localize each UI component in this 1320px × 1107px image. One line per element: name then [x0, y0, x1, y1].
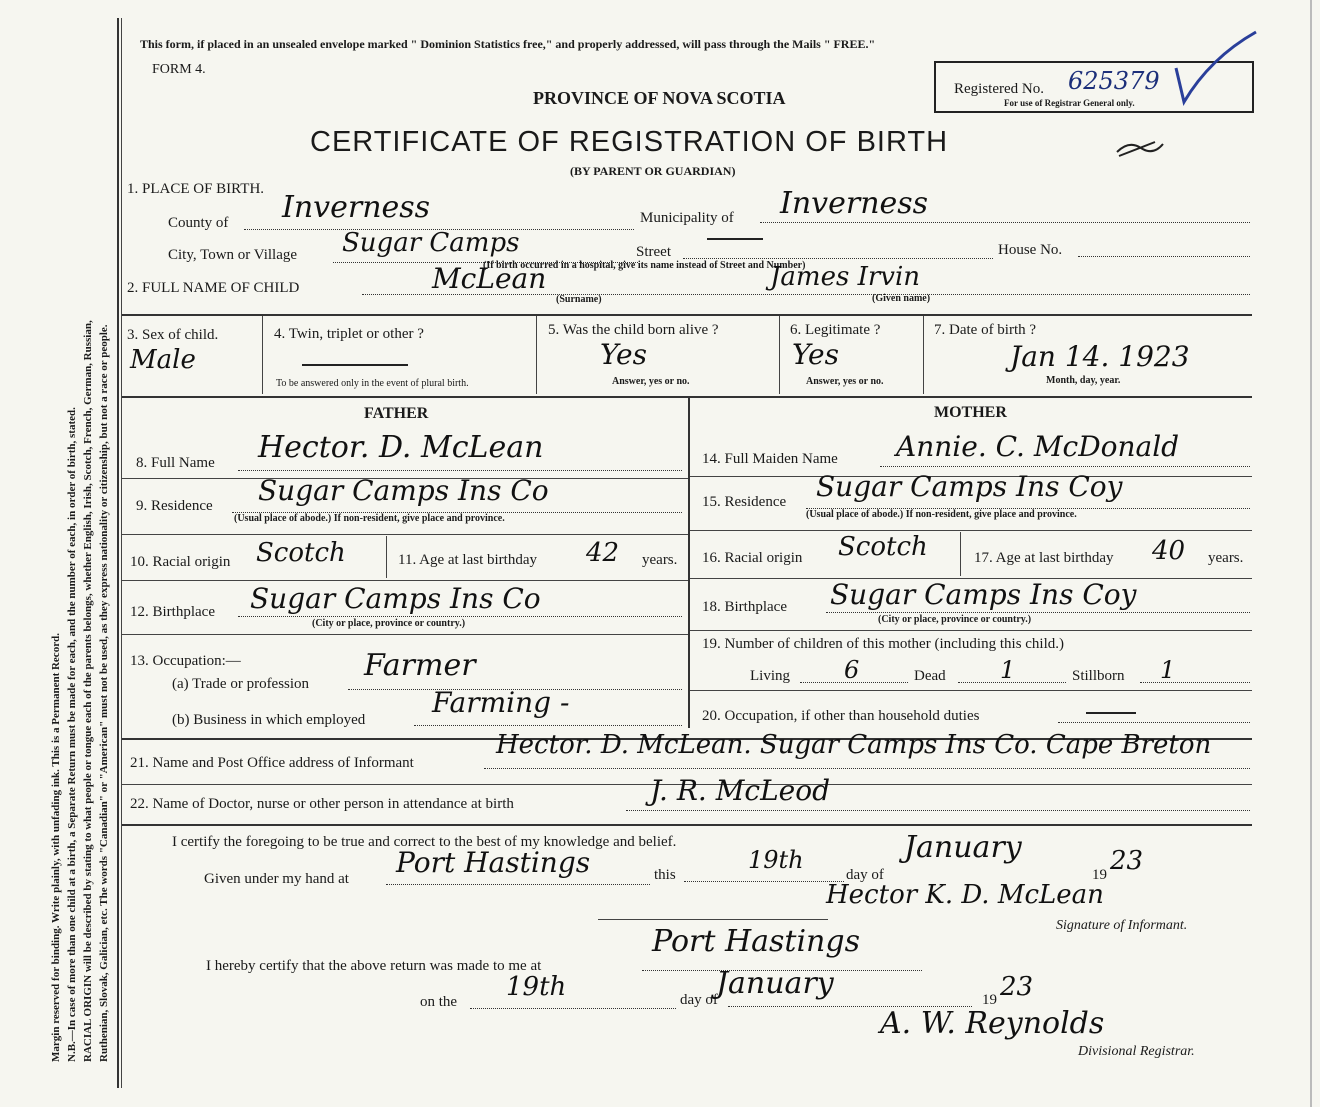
mother-name-value: Annie. C. McDonald [896, 430, 1180, 463]
twin-value [302, 364, 408, 366]
doctor-label: 22. Name of Doctor, nurse or other person in attendance at birth [130, 796, 514, 812]
father-name-value: Hector. D. McLean [258, 430, 544, 465]
mother-occupation-line [1058, 722, 1250, 723]
registrar-note: For use of Registrar General only. [1004, 98, 1135, 108]
house-line [1078, 256, 1250, 257]
child-name-label: 2. FULL NAME OF CHILD [127, 280, 300, 296]
given-year-prefix: 19 [1092, 867, 1107, 883]
mother-racial-divider [960, 532, 961, 576]
father-trade-label: (a) Trade or profession [172, 676, 310, 692]
registrar-day-line [470, 1008, 676, 1009]
father-heading: FATHER [364, 405, 429, 422]
father-occupation-label: 13. Occupation:— [130, 653, 241, 669]
father-residence-value: Sugar Camps Ins Co [258, 474, 549, 507]
divider-5 [122, 824, 1252, 826]
mother-occupation-value [1086, 712, 1136, 714]
given-month-value: January [904, 830, 1022, 865]
legitimate-value: Yes [792, 338, 839, 371]
place-of-birth-label: 1. PLACE OF BIRTH. [127, 181, 265, 197]
mother-rule-4 [690, 630, 1252, 631]
mother-rule-2 [690, 530, 1252, 531]
street-label: Street [636, 244, 671, 260]
father-name-line [238, 470, 682, 471]
registrar-month-value: January [716, 966, 834, 1001]
divisional-registrar-label: Divisional Registrar. [1078, 1044, 1195, 1059]
father-birthplace-value: Sugar Camps Ins Co [250, 582, 541, 615]
father-racial-value: Scotch [256, 538, 346, 568]
this-label: this [654, 867, 676, 883]
alive-value: Yes [600, 338, 647, 371]
registrar-place-value: Port Hastings [652, 924, 860, 959]
twin-label: 4. Twin, triplet or other ? [274, 326, 424, 342]
mother-heading: MOTHER [934, 404, 1007, 421]
registrar-day-of-label: day of [680, 992, 718, 1008]
father-residence-note: (Usual place of abode.) If non-resident, give place and province. [234, 513, 505, 524]
province-heading: PROVINCE OF NOVA SCOTIA [533, 88, 786, 108]
mother-age-value: 40 [1152, 536, 1186, 566]
mother-children-label: 19. Number of children of this mother (including this child.) [702, 636, 1065, 652]
mother-residence-note: (Usual place of abode.) If non-resident, give place and province. [806, 509, 1077, 520]
signature-of-informant-label: Signature of Informant. [1056, 918, 1188, 933]
city-value: Sugar Camps [342, 228, 520, 258]
dead-value: 1 [1000, 656, 1016, 684]
doctor-line [626, 810, 1250, 811]
father-rule-2 [122, 534, 688, 535]
registrar-statement: I hereby certify that the above return was made to me at [206, 958, 542, 974]
mother-residence-label: 15. Residence [702, 494, 787, 510]
divider-2 [122, 396, 1252, 398]
given-day-line [684, 881, 844, 882]
divider-1 [122, 314, 1252, 316]
surname-label: (Surname) [556, 294, 602, 305]
stillborn-value: 1 [1160, 656, 1176, 684]
margin-line-2: N.B.—In case of more than one child at a birth, a Separate Return must be made for each, and the number of each, in order of birth, stated. [66, 407, 78, 1062]
legitimate-note: Answer, yes or no. [806, 376, 884, 387]
form-number: FORM 4. [152, 62, 206, 77]
registrar-day-value: 19th [506, 972, 567, 1002]
father-birthplace-label: 12. Birthplace [130, 604, 215, 620]
given-name-value: James Irvin [770, 262, 921, 292]
father-business-line [414, 725, 682, 726]
living-value: 6 [844, 656, 860, 684]
mother-age-label: 17. Age at last birthday [974, 550, 1114, 566]
mother-racial-value: Scotch [838, 532, 928, 562]
municipality-value: Inverness [780, 186, 929, 221]
col-divider-b [536, 316, 537, 394]
registered-number: 625379 [1068, 67, 1160, 95]
father-rule-3 [122, 580, 688, 581]
dob-note: Month, day, year. [1046, 375, 1121, 386]
given-name-label: (Given name) [872, 293, 931, 304]
surname-value: McLean [432, 262, 547, 295]
alive-label: 5. Was the child born alive ? [548, 322, 719, 338]
registrar-on-the-label: on the [420, 994, 458, 1010]
father-age-label: 11. Age at last birthday [398, 552, 537, 568]
stillborn-line [1140, 682, 1250, 683]
scribble-mark-icon [1115, 136, 1165, 160]
registered-label: Registered No. [954, 81, 1044, 97]
mother-name-label: 14. Full Maiden Name [702, 451, 838, 467]
mother-racial-label: 16. Racial origin [702, 550, 803, 566]
mother-birthplace-value: Sugar Camps Ins Coy [830, 578, 1137, 611]
registrar-signature: A. W. Reynolds [880, 1006, 1105, 1041]
father-business-label: (b) Business in which employed [172, 712, 366, 728]
father-racial-divider [386, 536, 387, 578]
registrar-year-value: 23 [1000, 972, 1034, 1002]
living-label: Living [750, 668, 790, 684]
parents-divider [688, 398, 690, 728]
given-place-line [386, 884, 650, 885]
house-label: House No. [998, 242, 1063, 258]
col-divider-a [262, 316, 263, 394]
col-divider-c [779, 316, 780, 394]
doctor-value: J. R. McLeod [650, 774, 831, 807]
hospital-note: (If birth occurred in a hospital, give its name instead of Street and Number) [483, 260, 806, 271]
mother-birthplace-line [826, 612, 1250, 613]
stillborn-label: Stillborn [1072, 668, 1125, 684]
binding-margin-rule-inner [121, 18, 122, 1088]
county-value: Inverness [282, 190, 431, 225]
mail-note: This form, if placed in an unsealed envelope marked " Dominion Statistics free," and properly addressed, will pass through the Mails " FREE." [140, 37, 876, 51]
certify-statement: I certify the foregoing to be true and correct to the best of my knowledge and belief. [172, 834, 677, 850]
sex-label: 3. Sex of child. [127, 327, 219, 343]
father-age-years: years. [642, 552, 678, 568]
street-line [683, 258, 993, 259]
certificate-subtitle: (BY PARENT OR GUARDIAN) [570, 164, 736, 178]
check-mark-icon [1170, 28, 1260, 108]
street-dash [707, 238, 763, 240]
dob-value: Jan 14. 1923 [1010, 340, 1190, 373]
twin-note: To be answered only in the event of plural birth. [276, 378, 469, 389]
municipality-label: Municipality of [640, 210, 734, 226]
mother-age-years: years. [1208, 550, 1244, 566]
binding-margin-rule [117, 18, 119, 1088]
margin-line-3: RACIAL ORIGIN will be described by stating to what people or tongue each of the parents belongs, whether English, Irish, Scotch, French, German, Russian, [82, 320, 94, 1062]
father-business-value: Farming - [432, 686, 570, 719]
sex-value: Male [130, 345, 196, 375]
father-rule-4 [122, 634, 688, 635]
father-name-label: 8. Full Name [136, 455, 215, 471]
mother-residence-value: Sugar Camps Ins Coy [816, 470, 1123, 503]
mother-birthplace-label: 18. Birthplace [702, 599, 787, 615]
margin-line-1: Margin reserved for binding. Write plainly, with unfading ink. This is a Permanent Record. [50, 633, 62, 1062]
dob-label: 7. Date of birth ? [934, 322, 1037, 338]
given-place-value: Port Hastings [396, 846, 591, 879]
father-racial-label: 10. Racial origin [130, 554, 231, 570]
dead-label: Dead [914, 668, 946, 684]
father-trade-value: Farmer [364, 648, 476, 683]
margin-instructions [48, 62, 112, 1062]
mother-occupation-label: 20. Occupation, if other than household duties [702, 708, 980, 724]
given-day-of-label: day of [846, 867, 884, 883]
father-birthplace-note: (City or place, province or country.) [312, 618, 466, 629]
right-page-edge [1310, 0, 1312, 1107]
alive-note: Answer, yes or no. [612, 376, 690, 387]
informant-line [484, 768, 1250, 769]
margin-line-4: Ruthenian, Slovak, Galician, etc. The words "Canadian" or "American" must not be used, as they express nationality or citizenship, but not a race or people. [98, 324, 110, 1062]
legitimate-label: 6. Legitimate ? [790, 322, 881, 338]
given-year-value: 23 [1110, 846, 1144, 876]
mother-name-line [880, 466, 1250, 467]
father-age-value: 42 [586, 538, 620, 568]
father-birthplace-line [238, 616, 682, 617]
municipality-line [760, 222, 1250, 223]
father-residence-label: 9. Residence [136, 498, 213, 514]
certificate-title: CERTIFICATE OF REGISTRATION OF BIRTH [310, 126, 949, 158]
county-label: County of [168, 215, 229, 231]
mother-birthplace-note: (City or place, province or country.) [878, 614, 1032, 625]
given-under-label: Given under my hand at [204, 871, 349, 887]
mother-rule-5 [690, 690, 1252, 691]
informant-signature-line [598, 919, 828, 920]
informant-value: Hector. D. McLean. Sugar Camps Ins Co. Cape Breton [496, 730, 1212, 760]
col-divider-d [923, 316, 924, 394]
city-label: City, Town or Village [168, 247, 298, 263]
informant-signature: Hector K. D. McLean [826, 880, 1104, 910]
registrar-year-prefix: 19 [982, 992, 997, 1008]
given-day-value: 19th [748, 846, 804, 874]
informant-label: 21. Name and Post Office address of Informant [130, 755, 414, 771]
